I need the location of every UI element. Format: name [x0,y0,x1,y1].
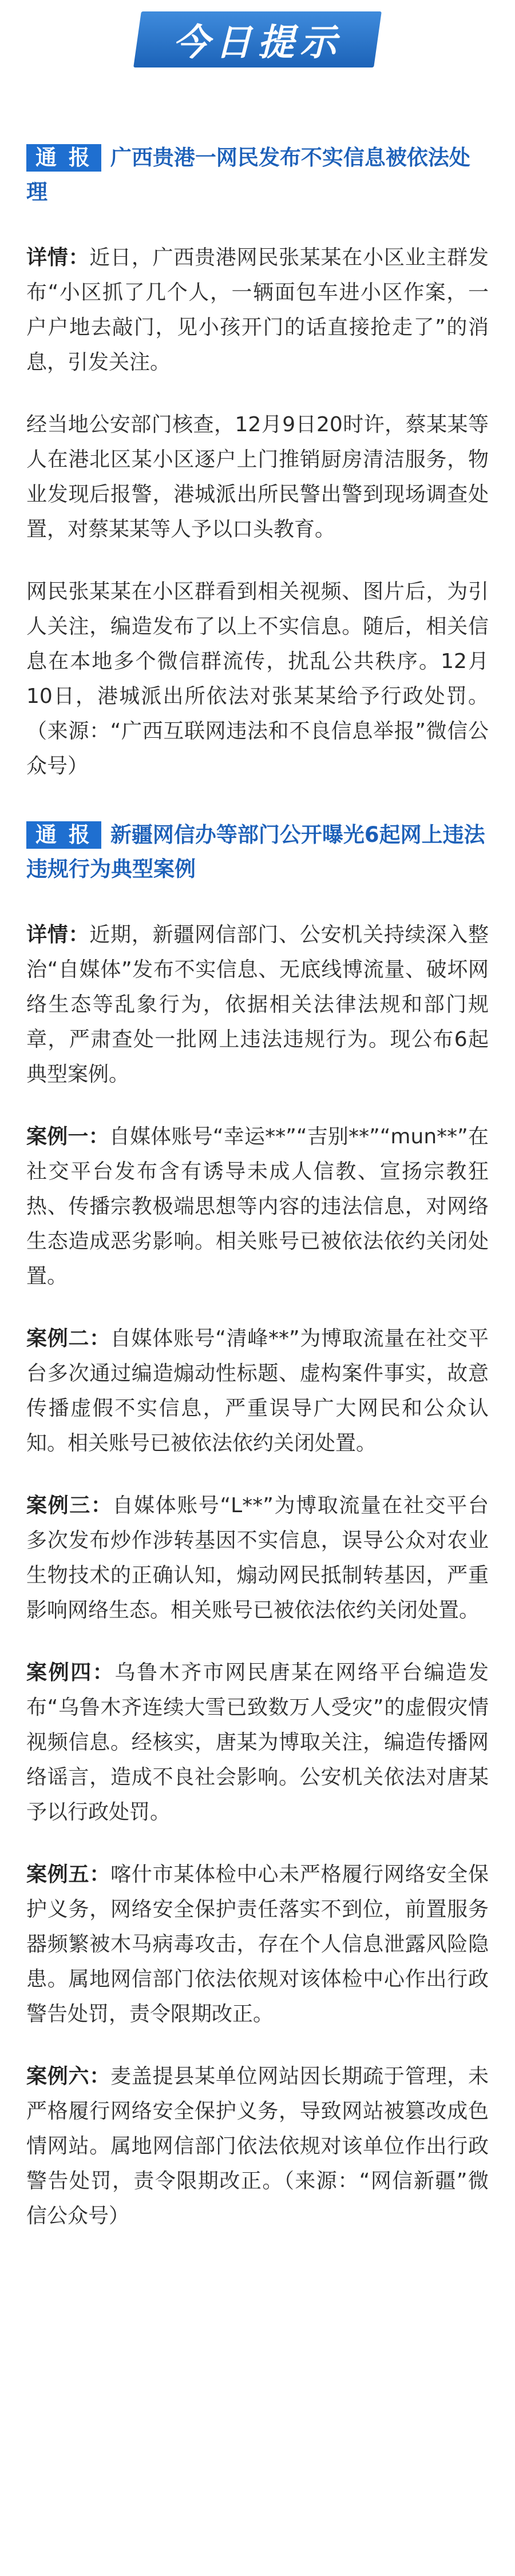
case-label: 案例五： [26,1863,111,1886]
article-content [0,141,515,2233]
headline-text: 广西贵港一网民发布不实信息被依法处理 [26,145,470,204]
news-section [26,141,489,784]
section-headline [26,141,489,209]
case-label: 案例四： [26,1661,115,1684]
case-text: 乌鲁木齐市网民唐某在网络平台编造发布“乌鲁木齐连续大雪已致数万人受灾”的虚假灾情视频信息。经核实，唐某为博取关注，编造传播网络谣言，造成不良社会影响。公安机关依法对唐某予以行政处罚。 [26,1661,489,1824]
headline-text: 新疆网信办等部门公开曝光6起网上违法违规行为典型案例 [26,822,485,881]
paragraph-label: 详情： [26,246,90,269]
paragraph-label: 详情： [26,923,90,947]
banner-title: 今日提示 [173,22,342,64]
case-text: 自媒体账号“L**”为博取流量在社交平台多次发布炒作涉转基因不实信息，误导公众对农业生物技术的正确认知，煽动网民抵制转基因，严重影响网络生态。相关账号已被依法依约关闭处置。 [26,1494,489,1622]
case-text: 自媒体账号“幸运**”“吉别**”“mun**”在社交平台发布含有诱导未成人信教、宣扬宗教狂热、传播宗教极端思想等内容的违法信息，对网络生态造成恶劣影响。相关账号已被依法依约关闭处置。 [26,1125,489,1288]
case-paragraph [26,1488,489,1628]
case-text: 自媒体账号“清峰**”为博取流量在社交平台多次通过编造煽动性标题、虚构案件事实，故意传播虚假不实信息，严重误导广大网民和公众认知。相关账号已被依法依约关闭处置。 [26,1327,489,1455]
case-label: 案例六： [26,2065,111,2088]
case-paragraph [26,1655,489,1830]
paragraph-text: 经当地公安部门核查，12月9日20时许，蔡某某等人在港北区某小区逐户上门推销厨房清洁服务，物业发现后报警，港城派出所民警出警到现场调查处置，对蔡某某等人予以口头教育。 [26,413,489,541]
case-text: 麦盖提县某单位网站因长期疏于管理，未严格履行网络安全保护义务，导致网站被篡改成色情网站。属地网信部门依法依规对该单位作出行政警告处罚，责令限期改正。（来源：“网信新疆”微信公众号） [26,2065,489,2228]
paragraph [26,574,489,784]
paragraph [26,917,489,1092]
paragraph-text: 近期，新疆网信部门、公安机关持续深入整治“自媒体”发布不实信息、无底线博流量、破坏网络生态等乱象行为，依据相关法律法规和部门规章，严肃查处一批网上违法违规行为。现公布6起典型案例。 [26,923,489,1086]
case-text: 喀什市某体检中心未严格履行网络安全保护义务，网络安全保护责任落实不到位，前置服务器频繁被木马病毒攻击，存在个人信息泄露风险隐患。属地网信部门依法依规对该体检中心作出行政警告处罚，责令限期改正。 [26,1863,489,2026]
case-label: 案例一： [26,1125,109,1148]
section-headline [26,818,489,887]
paragraph [26,240,489,380]
paragraph [26,407,489,547]
banner-box [137,11,378,67]
case-label: 案例二： [26,1327,110,1350]
paragraph-text: 网民张某某在小区群看到相关视频、图片后，为引人关注，编造发布了以上不实信息。随后，相关信息在本地多个微信群流传，扰乱公共秩序。12月10日，港城派出所依法对张某某给予行政处罚。（来源：“广西互联网违法和不良信息举报”微信公众号） [26,580,489,778]
header-banner [0,0,515,86]
case-paragraph [26,1119,489,1294]
case-paragraph [26,1857,489,2032]
news-section [26,818,489,2233]
notice-tag: 通 报 [26,144,101,172]
paragraph-text: 近日，广西贵港网民张某某在小区业主群发布“小区抓了几个人，一辆面包车进小区作案，一户户地去敲门，见小孩开门的话直接抢走了”的消息，引发关注。 [26,246,489,374]
notice-tag: 通 报 [26,821,101,849]
case-paragraph [26,2059,489,2233]
case-label: 案例三： [26,1494,113,1517]
case-paragraph [26,1321,489,1461]
